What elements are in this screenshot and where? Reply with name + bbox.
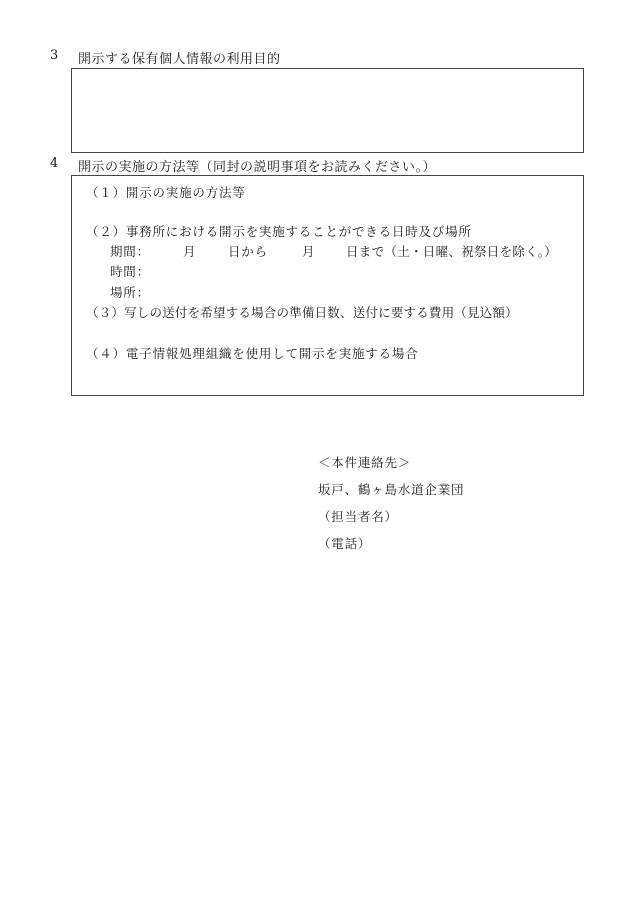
contact-person: （担当者名） xyxy=(318,509,398,524)
contact-phone: （電話） xyxy=(318,536,372,551)
time-label: 時間： xyxy=(110,264,150,279)
section-3-number: 3 xyxy=(50,48,59,63)
item-4-electronic: （４）電子情報処理組織を使用して開示を実施する場合 xyxy=(86,346,419,361)
item-1-method: （１）開示の実施の方法等 xyxy=(86,185,246,200)
section-3-title: 開示する保有個人情報の利用目的 xyxy=(78,52,281,67)
period-day-to: 日まで（土・日曜、祝祭日を除く。） xyxy=(346,244,558,259)
period-label: 期間： xyxy=(110,244,150,259)
place-label: 場所： xyxy=(110,285,150,300)
period-day-from: 日から xyxy=(228,244,268,259)
contact-heading: ＜本件連絡先＞ xyxy=(318,455,412,470)
section-3-box[interactable] xyxy=(71,68,584,153)
period-month-1: 月 xyxy=(183,244,197,259)
section-4-title: 開示の実施の方法等（同封の説明事項をお読みください。） xyxy=(78,160,437,175)
period-month-2: 月 xyxy=(302,244,316,259)
contact-organization: 坂戸、鶴ヶ島水道企業団 xyxy=(318,482,465,497)
item-3-delivery: （３）写しの送付を希望する場合の準備日数、送付に要する費用（見込額） xyxy=(86,305,518,320)
item-2-schedule: （２）事務所における開示を実施することができる日時及び場所 xyxy=(86,224,472,239)
section-4-number: 4 xyxy=(50,156,59,171)
